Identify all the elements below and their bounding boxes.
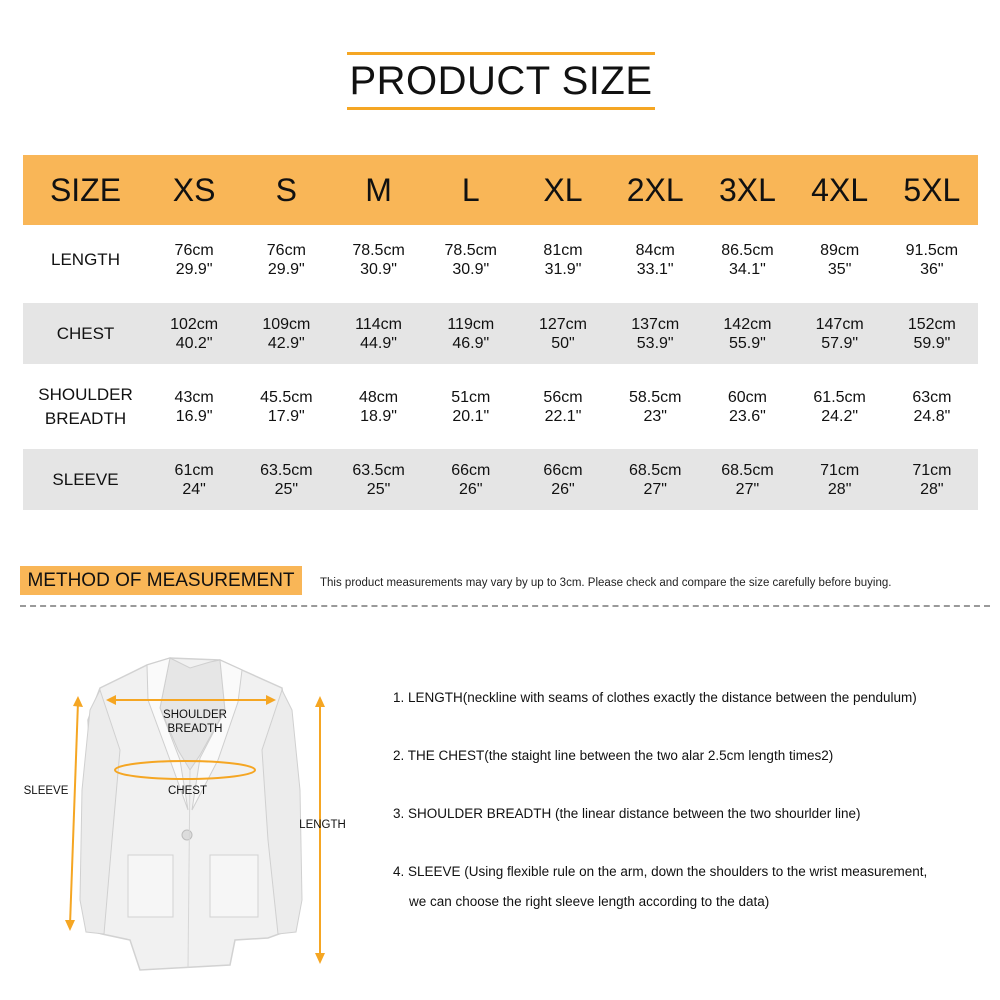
table-row-shoulder-breadth: [23, 372, 978, 441]
row-gap-cell: [23, 364, 978, 372]
cell-cm: 71cm: [820, 461, 860, 479]
blazer-pocket-left: [128, 855, 173, 917]
table-cell: [148, 449, 240, 510]
title-underline-top: [347, 52, 655, 55]
cell-cm: 152cm: [907, 315, 956, 333]
cell-cm: 61.5cm: [813, 388, 866, 406]
dashed-divider: [20, 605, 990, 607]
table-cell: [517, 225, 609, 295]
instruction-shoulder-breadth: 3. SHOULDER BREADTH (the linear distance between the two shourlder line): [393, 806, 861, 821]
size-col-header: 2XL: [609, 155, 701, 225]
table-cell: [609, 303, 701, 364]
table-row-chest: [23, 303, 978, 364]
table-cell: [332, 225, 424, 295]
page-title: PRODUCT SIZE: [349, 59, 653, 103]
cell-cm: 147cm: [815, 315, 864, 333]
blazer-button: [182, 830, 192, 840]
cell-inch: 18.9": [360, 407, 397, 425]
row-gap-cell: [23, 295, 978, 303]
cell-inch: 50": [551, 334, 575, 352]
cell-cm: 102cm: [170, 315, 219, 333]
size-col-header: L: [425, 155, 517, 225]
row-label-shoulder-breadth: [23, 372, 148, 441]
cell-cm: 68.5cm: [721, 461, 774, 479]
cell-inch: 30.9": [360, 261, 397, 278]
size-col-header: M: [332, 155, 424, 225]
size-col-header: 4XL: [794, 155, 886, 225]
cell-inch: 16.9": [175, 407, 213, 425]
title-underline-bottom: [347, 107, 655, 110]
table-cell: [701, 225, 793, 295]
table-cell: [148, 303, 240, 364]
cell-inch: 46.9": [452, 334, 490, 352]
table-row-length: [23, 225, 978, 295]
table-cell: [886, 449, 978, 510]
cell-inch: 27": [735, 480, 760, 498]
table-cell: [701, 303, 793, 364]
cell-inch: 53.9": [636, 334, 674, 352]
cell-inch: 24.8": [913, 407, 951, 425]
cell-cm: 86.5cm: [721, 242, 774, 259]
instruction-sleeve-line2: we can choose the right sleeve length according to the data): [409, 894, 770, 909]
cell-inch: 40.2": [175, 334, 213, 352]
cell-inch: 44.9": [360, 334, 397, 352]
table-cell: [794, 225, 886, 295]
page-title-block: [347, 52, 655, 110]
row-label-chest: CHEST: [23, 303, 148, 364]
cell-cm: 56cm: [543, 388, 583, 406]
table-cell: [517, 303, 609, 364]
cell-cm: 61cm: [174, 461, 214, 479]
table-cell: [794, 449, 886, 510]
table-cell: [425, 372, 517, 441]
cell-cm: 43cm: [174, 388, 214, 406]
table-cell: [886, 225, 978, 295]
table-cell: [794, 303, 886, 364]
cell-inch: 24": [182, 480, 206, 498]
cell-cm: 137cm: [631, 315, 680, 333]
cell-cm: 119cm: [447, 315, 495, 333]
cell-inch: 34.1": [729, 261, 766, 278]
row-label-line: SHOULDER: [38, 384, 133, 404]
cell-inch: 23.6": [729, 407, 766, 425]
cell-cm: 71cm: [912, 461, 952, 479]
cell-inch: 27": [643, 480, 667, 498]
table-cell: [609, 225, 701, 295]
sleeve-arrow-head-bottom: [65, 920, 75, 931]
row-gap: [23, 364, 978, 372]
table-cell: [517, 372, 609, 441]
row-gap-cell: [23, 441, 978, 449]
cell-inch: 35": [827, 261, 852, 278]
table-cell: [240, 303, 332, 364]
method-of-measurement-label: METHOD OF MEASUREMENT: [20, 566, 302, 595]
instruction-length: 1. LENGTH(neckline with seams of clothes exactly the distance between the pendulum): [393, 690, 917, 705]
size-chart-table: [23, 155, 978, 510]
size-header-row: [23, 155, 978, 225]
table-cell: [148, 225, 240, 295]
table-cell: [332, 372, 424, 441]
table-cell: [886, 303, 978, 364]
table-row-sleeve: [23, 449, 978, 510]
measurement-note: This product measurements may vary by up to 3cm. Please check and compare the size carefully before buying.: [320, 577, 892, 589]
cell-cm: 81cm: [543, 242, 583, 259]
cell-cm: 91.5cm: [905, 242, 959, 259]
table-cell: [240, 372, 332, 441]
table-cell: [240, 449, 332, 510]
table-cell: [240, 225, 332, 295]
cell-inch: 22.1": [544, 407, 582, 425]
cell-cm: 63.5cm: [260, 461, 313, 479]
cell-cm: 51cm: [451, 388, 491, 406]
cell-inch: 23": [643, 407, 667, 425]
cell-inch: 17.9": [267, 407, 305, 425]
cell-inch: 25": [366, 480, 391, 498]
table-cell: [609, 372, 701, 441]
cell-cm: 142cm: [723, 315, 772, 333]
sleeve-arrow: [70, 702, 78, 925]
table-cell: [701, 372, 793, 441]
cell-cm: 78.5cm: [444, 242, 497, 259]
table-cell: [609, 449, 701, 510]
cell-cm: 63cm: [912, 388, 952, 406]
cell-inch: 36": [920, 261, 944, 278]
cell-cm: 63.5cm: [352, 461, 405, 479]
table-cell: [332, 303, 424, 364]
size-col-header: 3XL: [701, 155, 793, 225]
cell-cm: 84cm: [635, 242, 675, 259]
cell-cm: 127cm: [538, 315, 587, 333]
sleeve-arrow-head-top: [73, 696, 83, 707]
blazer-illustration: [20, 640, 360, 980]
blazer-pocket-right: [210, 855, 258, 917]
table-cell: [425, 303, 517, 364]
figure-label-line: BREADTH: [167, 723, 223, 735]
length-arrow-head-top: [315, 696, 325, 707]
measurement-instructions: [393, 688, 983, 912]
cell-inch: 42.9": [267, 334, 305, 352]
figure-label-sleeve: SLEEVE: [23, 785, 69, 797]
cell-cm: 76cm: [266, 242, 306, 259]
size-col-header: XS: [148, 155, 240, 225]
cell-cm: 58.5cm: [628, 388, 682, 406]
figure-label-shoulder-breadth: [155, 708, 235, 736]
cell-inch: 29.9": [267, 261, 305, 278]
row-label-length: LENGTH: [23, 225, 148, 295]
cell-inch: 29.9": [175, 261, 213, 278]
cell-inch: 57.9": [821, 334, 859, 352]
cell-cm: 66cm: [543, 461, 583, 479]
cell-inch: 30.9": [452, 261, 490, 278]
size-col-header: 5XL: [886, 155, 978, 225]
cell-inch: 28": [827, 480, 852, 498]
table-cell: [425, 225, 517, 295]
table-cell: [701, 449, 793, 510]
cell-cm: 68.5cm: [628, 461, 682, 479]
instruction-chest: 2. THE CHEST(the staight line between the two alar 2.5cm length times2): [393, 748, 834, 763]
table-cell: [517, 449, 609, 510]
table-cell: [794, 372, 886, 441]
figure-label-line: SHOULDER: [163, 709, 227, 721]
instruction-sleeve-line1: 4. SLEEVE (Using flexible rule on the arm, down the shoulders to the wrist measurement,: [393, 864, 928, 879]
cell-inch: 55.9": [729, 334, 766, 352]
instruction-sleeve: [393, 862, 983, 912]
row-gap: [23, 441, 978, 449]
cell-inch: 26": [551, 480, 575, 498]
figure-label-length: LENGTH: [299, 819, 346, 831]
row-gap: [23, 295, 978, 303]
cell-cm: 114cm: [355, 315, 402, 333]
table-cell: [425, 449, 517, 510]
cell-cm: 76cm: [174, 242, 214, 259]
table-cell: [148, 372, 240, 441]
table-cell: [886, 372, 978, 441]
cell-cm: 89cm: [820, 242, 860, 259]
size-header-label: SIZE: [23, 155, 148, 225]
cell-inch: 31.9": [544, 261, 582, 278]
row-label-line: BREADTH: [44, 408, 127, 428]
cell-cm: 109cm: [262, 315, 311, 333]
cell-cm: 60cm: [727, 388, 767, 406]
cell-cm: 78.5cm: [352, 242, 405, 259]
figure-label-chest: CHEST: [168, 785, 207, 797]
cell-inch: 33.1": [636, 261, 674, 278]
cell-inch: 26": [459, 480, 483, 498]
cell-inch: 25": [274, 480, 299, 498]
cell-cm: 66cm: [451, 461, 491, 479]
cell-inch: 20.1": [452, 407, 490, 425]
size-col-header: S: [240, 155, 332, 225]
cell-cm: 45.5cm: [260, 388, 313, 406]
table-cell: [332, 449, 424, 510]
blazer-measurement-figure: [20, 640, 360, 980]
length-arrow-head-bottom: [315, 953, 325, 964]
size-col-header: XL: [517, 155, 609, 225]
cell-cm: 48cm: [358, 388, 399, 406]
row-label-sleeve: SLEEVE: [23, 449, 148, 510]
cell-inch: 28": [920, 480, 944, 498]
cell-inch: 24.2": [821, 407, 859, 425]
cell-inch: 59.9": [913, 334, 951, 352]
